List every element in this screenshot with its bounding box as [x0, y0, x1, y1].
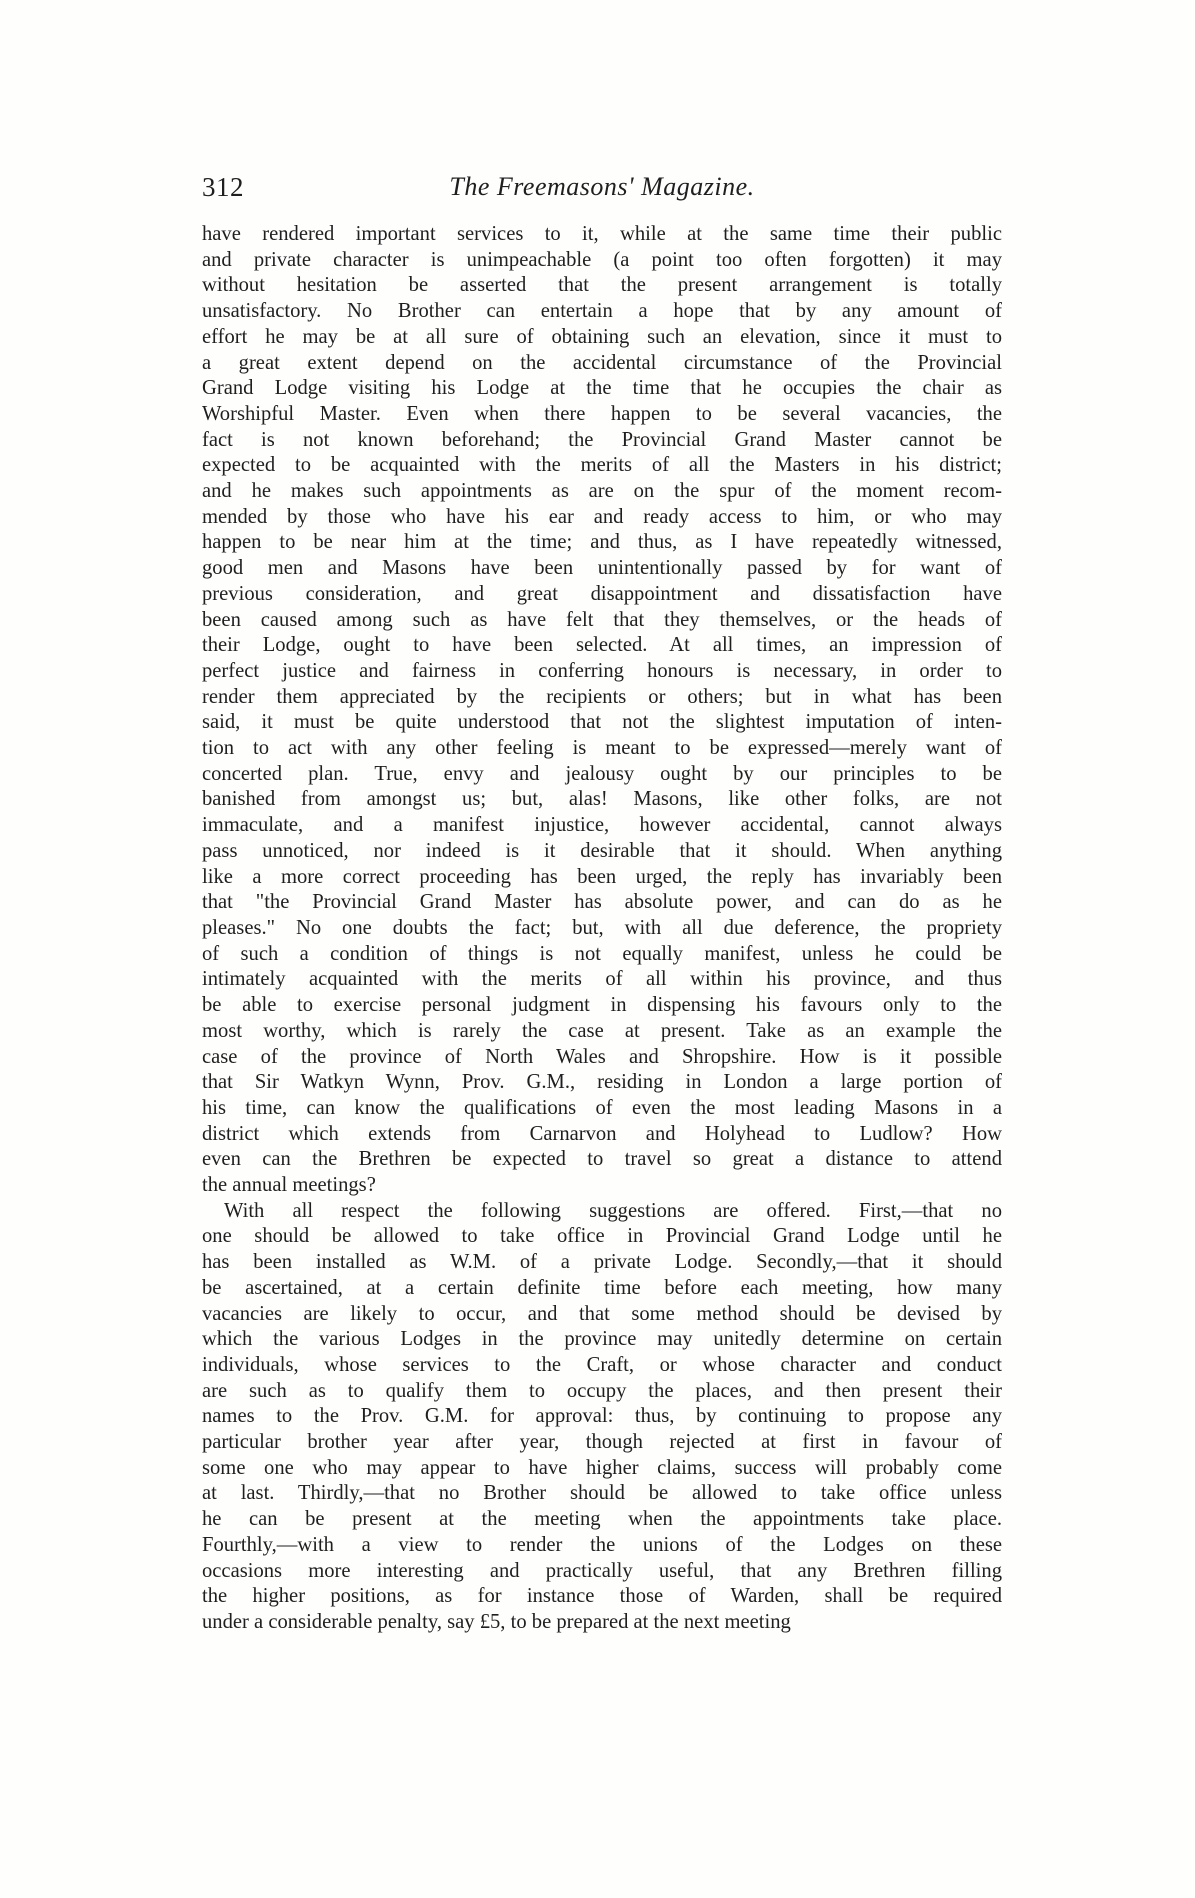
text-line: perfect justice and fairness in conferring honours is necessary, in order to [202, 659, 1002, 682]
text-line: particular brother year after year, though rejected at first in favour of [202, 1431, 1002, 1454]
text-line: intimately acquainted with the merits of all within his province, and thus [202, 968, 1002, 991]
text-line: Worshipful Master. Even when there happen to be several vacancies, the [202, 402, 1002, 425]
text-line: With all respect the following suggestions are offered. First,—that no [224, 1199, 1002, 1222]
text-line: most worthy, which is rarely the case at present. Take as an example the [202, 1019, 1002, 1042]
page-number: 312 [202, 172, 244, 202]
text-line: have rendered important services to it, while at the same time their public [202, 223, 1002, 245]
text-line: previous consideration, and great disappointment and dissatisfaction have [202, 582, 1002, 605]
text-line: been caused among such as have felt that they themselves, or the heads of [202, 608, 1002, 631]
text-line: the higher positions, as for instance those of Warden, shall be required [202, 1585, 1002, 1608]
text-line: said, it must be quite understood that not the slightest imputation of inten- [202, 711, 1002, 734]
text-line: are such as to qualify them to occupy the places, and then present their [202, 1379, 1002, 1402]
text-line: he can be present at the meeting when the appointments take place. [202, 1508, 1002, 1531]
text-line: good men and Masons have been unintentionally passed by for want of [202, 557, 1002, 580]
text-line: fact is not known beforehand; the Provincial Grand Master cannot be [202, 428, 1002, 451]
text-line: be ascertained, at a certain definite time before each meeting, how many [202, 1276, 1002, 1299]
text-line: that "the Provincial Grand Master has absolute power, and can do as he [202, 891, 1002, 914]
text-line: and he makes such appointments as are on the spur of the moment recom- [202, 480, 1002, 503]
text-line: concerted plan. True, envy and jealousy ought by our principles to be [202, 762, 1002, 785]
text-line: district which extends from Carnarvon and Holyhead to Ludlow? How [202, 1122, 1002, 1145]
text-line: like a more correct proceeding has been urged, the reply has invariably been [202, 865, 1002, 888]
text-line: one should be allowed to take office in Provincial Grand Lodge until he [202, 1225, 1002, 1248]
text-line: Grand Lodge visiting his Lodge at the time that he occupies the chair as [202, 377, 1002, 400]
text-line: effort he may be at all sure of obtaining such an elevation, since it must to [202, 325, 1002, 348]
text-line: and private character is unimpeachable (a point too often forgotten) it may [202, 248, 1002, 271]
text-line: pass unnoticed, nor indeed is it desirable that it should. When anything [202, 839, 1002, 862]
text-line: which the various Lodges in the province may unitedly determine on certain [202, 1328, 1002, 1351]
text-line: names to the Prov. G.M. for approval: thus, by continuing to propose any [202, 1405, 1002, 1428]
text-line: that Sir Watkyn Wynn, Prov. G.M., residing in London a large portion of [202, 1071, 1002, 1094]
text-line: happen to be near him at the time; and thus, as I have repeatedly witnessed, [202, 531, 1002, 554]
text-line: mended by those who have his ear and ready access to him, or who may [202, 505, 1002, 528]
text-line: under a considerable penalty, say £5, to be prepared at the next meeting [202, 1610, 791, 1633]
text-line: of such a condition of things is not equally manifest, unless he could be [202, 942, 1002, 965]
text-line: banished from amongst us; but, alas! Masons, like other folks, are not [202, 788, 1002, 811]
text-line: render them appreciated by the recipients or others; but in what has been [202, 685, 1002, 708]
running-head [202, 172, 1002, 212]
text-line: pleases." No one doubts the fact; but, with all due deference, the propriety [202, 916, 1002, 939]
text-line: his time, can know the qualifications of even the most leading Masons in a [202, 1096, 1002, 1119]
text-line: their Lodge, ought to have been selected. At all times, an impression of [202, 634, 1002, 657]
text-line: without hesitation be asserted that the present arrangement is totally [202, 274, 1002, 297]
text-line: individuals, whose services to the Craft, or whose character and conduct [202, 1353, 1002, 1376]
text-line: Fourthly,—with a view to render the unions of the Lodges on these [202, 1533, 1002, 1556]
text-line: expected to be acquainted with the merits of all the Masters in his district; [202, 454, 1002, 477]
text-line: occasions more interesting and practically useful, that any Brethren filling [202, 1559, 1002, 1582]
text-line: tion to act with any other feeling is meant to be expressed—merely want of [202, 737, 1002, 760]
text-line: case of the province of North Wales and Shropshire. How is it possible [202, 1045, 1002, 1068]
text-line: immaculate, and a manifest injustice, however accidental, cannot always [202, 814, 1002, 837]
text-line: has been installed as W.M. of a private Lodge. Secondly,—that it should [202, 1251, 1002, 1274]
body-text [202, 222, 1002, 1636]
text-line: some one who may appear to have higher claims, success will probably come [202, 1456, 1002, 1479]
journal-title: The Freemasons' Magazine. [449, 172, 755, 201]
text-line: even can the Brethren be expected to travel so great a distance to attend [202, 1148, 1002, 1171]
text-line: vacancies are likely to occur, and that some method should be devised by [202, 1302, 1002, 1325]
text-line: at last. Thirdly,—that no Brother should be allowed to take office unless [202, 1482, 1002, 1505]
text-line: a great extent depend on the accidental circumstance of the Provincial [202, 351, 1002, 374]
text-line: the annual meetings? [202, 1174, 376, 1197]
text-line: be able to exercise personal judgment in dispensing his favours only to the [202, 994, 1002, 1017]
text-line: unsatisfactory. No Brother can entertain a hope that by any amount of [202, 300, 1002, 323]
